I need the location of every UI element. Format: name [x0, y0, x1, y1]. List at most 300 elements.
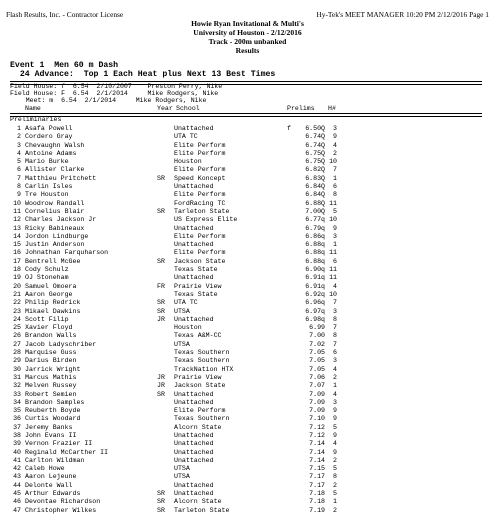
record-line-3: Meet: m 6.54 2/1/2014 Mike Rodgers, Nike	[10, 97, 207, 104]
athlete-school: Unattached	[174, 241, 214, 249]
athlete-name: Johnathan Farquharson	[25, 249, 109, 257]
athlete-school: Unattached	[174, 390, 214, 398]
result-place: 35	[13, 407, 21, 415]
table-row	[0, 125, 495, 133]
athlete-school: Unattached	[174, 398, 214, 406]
table-row	[0, 440, 495, 448]
heat-number: 9	[333, 407, 337, 415]
result-place: 5	[17, 158, 21, 166]
athlete-name: John Evans II	[25, 431, 77, 439]
prelim-time: 7.14	[309, 456, 325, 464]
athlete-name: Reginald McCarther II	[25, 448, 109, 456]
heat-number: 5	[333, 207, 337, 215]
athlete-year: SR	[157, 307, 165, 315]
result-place: 34	[13, 398, 21, 406]
prelim-time: 6.75Q	[305, 149, 325, 157]
athlete-name: Jordon Lindburge	[25, 232, 89, 240]
result-place: 28	[13, 349, 21, 357]
result-place: 8	[17, 183, 21, 191]
table-row	[0, 465, 495, 473]
athlete-name: Aaron George	[25, 290, 73, 298]
prelim-time: 6.50Q	[305, 125, 325, 132]
heat-number: 3	[333, 125, 337, 132]
athlete-school: Unattached	[174, 481, 214, 489]
athlete-school: Prairie View	[174, 282, 222, 290]
result-place: 37	[13, 423, 21, 431]
table-row	[0, 482, 495, 490]
result-place: 16	[13, 249, 21, 257]
table-row	[0, 432, 495, 440]
result-place: 30	[13, 365, 21, 373]
table-row	[0, 457, 495, 465]
athlete-name: Matthieu Pritchett	[25, 174, 97, 182]
table-row	[0, 216, 495, 224]
prelim-time: 7.14	[309, 440, 325, 448]
results-subtitle: Results	[235, 46, 260, 55]
prelim-time: 7.18	[309, 498, 325, 506]
heat-number: 9	[333, 224, 337, 232]
table-row	[0, 266, 495, 274]
athlete-year: SR	[157, 490, 165, 498]
result-place: 40	[13, 448, 21, 456]
prelim-time: 7.05	[309, 365, 325, 373]
prelim-time: 6.86q	[305, 232, 325, 240]
table-row	[0, 150, 495, 158]
result-place: 3	[17, 141, 21, 149]
athlete-name: Allister Clarke	[25, 166, 85, 174]
result-place: 27	[13, 340, 21, 348]
athlete-school: TrackNation HTX	[174, 365, 234, 373]
heat-number: 7	[333, 324, 337, 332]
heat-number: 6	[333, 183, 337, 191]
athlete-name: Marcus Mathis	[25, 373, 77, 381]
athlete-name: Devontae Richardson	[25, 498, 101, 506]
athlete-school: Unattached	[174, 440, 214, 448]
table-row	[0, 399, 495, 407]
athlete-school: Elite Perform	[174, 232, 226, 240]
result-place: 19	[13, 274, 21, 282]
result-place: 17	[13, 257, 21, 265]
heat-number: 3	[333, 398, 337, 406]
athlete-name: Delonte Wall	[25, 481, 73, 489]
athlete-name: Jeremy Banks	[25, 423, 73, 431]
result-place: 38	[13, 431, 21, 439]
result-place: 1	[17, 125, 21, 132]
table-row	[0, 308, 495, 316]
result-place: 31	[13, 373, 21, 381]
athlete-school: Elite Perform	[174, 249, 226, 257]
athlete-name: Marquise Guss	[25, 349, 77, 357]
athlete-year: SR	[157, 207, 165, 215]
heat-number: 8	[333, 473, 337, 481]
column-heat: H#	[328, 105, 336, 112]
athlete-school: Texas Southern	[174, 349, 230, 357]
athlete-school: US Express Elite	[174, 216, 238, 224]
heat-number: 4	[333, 390, 337, 398]
athlete-name: Caleb Howe	[25, 465, 65, 473]
license-text: Flash Results, Inc. - Contractor License	[6, 10, 124, 19]
prelim-time: 7.00	[309, 332, 325, 340]
column-year: Year	[157, 105, 173, 112]
prelim-time: 7.10	[309, 415, 325, 423]
record-line-1: Field House: f 6.54 2/10/2007 Preston Perry, Nike	[10, 83, 223, 90]
heat-number: 9	[333, 133, 337, 141]
table-row	[0, 357, 495, 365]
software-name: Hy-Tek's MEET MANAGER	[316, 10, 405, 19]
table-row	[0, 133, 495, 141]
athlete-school: Unattached	[174, 448, 214, 456]
heat-number: 8	[333, 315, 337, 323]
prelim-time: 6.74Q	[305, 133, 325, 141]
result-place: 4	[17, 149, 21, 157]
athlete-name: Jarrick Wright	[25, 365, 81, 373]
prelim-time: 6.99	[309, 324, 325, 332]
prelim-time: 7.14	[309, 448, 325, 456]
heat-number: 3	[333, 232, 337, 240]
table-row	[0, 366, 495, 374]
athlete-school: Unattached	[174, 274, 214, 282]
table-row	[0, 191, 495, 199]
heat-number: 4	[333, 365, 337, 373]
heat-number: 10	[329, 158, 337, 166]
result-place: 44	[13, 481, 21, 489]
prelim-time: 6.91q	[305, 282, 325, 290]
table-row	[0, 374, 495, 382]
heat-number: 4	[333, 282, 337, 290]
heat-number: 2	[333, 456, 337, 464]
heat-number: 5	[333, 490, 337, 498]
athlete-year: JR	[157, 382, 165, 390]
heat-number: 1	[333, 498, 337, 506]
result-place: 47	[13, 506, 21, 514]
result-place: 24	[13, 315, 21, 323]
athlete-school: Speed Koncept	[174, 174, 226, 182]
table-row	[0, 208, 495, 216]
result-place: 23	[13, 307, 21, 315]
heat-number: 3	[333, 307, 337, 315]
heat-number: 7	[333, 299, 337, 307]
table-row	[0, 449, 495, 457]
prelim-time: 7.02	[309, 340, 325, 348]
result-place: 42	[13, 465, 21, 473]
column-school: School	[176, 105, 200, 112]
table-row	[0, 382, 495, 390]
athlete-name: Curtis Woodard	[25, 415, 81, 423]
result-place: 41	[13, 456, 21, 464]
athlete-school: Elite Perform	[174, 141, 226, 149]
athlete-name: Brandon Walls	[25, 332, 77, 340]
column-prelims: Prelims	[287, 105, 315, 112]
prelim-time: 6.82Q	[305, 166, 325, 174]
heat-number: 10	[329, 290, 337, 298]
prelim-time: 6.74Q	[305, 141, 325, 149]
heat-number: 9	[333, 415, 337, 423]
table-row	[0, 498, 495, 506]
athlete-name: Reuberth Boyde	[25, 407, 81, 415]
heat-number: 2	[333, 506, 337, 514]
heat-number: 1	[333, 174, 337, 182]
prelim-time: 6.77q	[305, 216, 325, 224]
table-row	[0, 507, 495, 515]
result-place: 14	[13, 232, 21, 240]
athlete-name: Cornelius Blair	[25, 207, 85, 215]
table-row	[0, 158, 495, 166]
athlete-name: Tre Houston	[25, 191, 69, 199]
prelim-time: 6.98q	[305, 315, 325, 323]
athlete-school: UTSA	[174, 465, 190, 473]
athlete-name: Carlin Isles	[25, 183, 73, 191]
athlete-year: SR	[157, 257, 165, 265]
heat-number: 2	[333, 149, 337, 157]
athlete-school: Tarleton State	[174, 207, 230, 215]
table-row	[0, 200, 495, 208]
result-place: 29	[13, 357, 21, 365]
athlete-name: Philip Redrick	[25, 299, 81, 307]
heat-number: 1	[333, 382, 337, 390]
athlete-school: UTSA	[174, 473, 190, 481]
table-row	[0, 225, 495, 233]
athlete-school: UTSA	[174, 307, 190, 315]
athlete-name: Chevaughn Walsh	[25, 141, 85, 149]
heat-number: 3	[333, 357, 337, 365]
athlete-school: Texas A&M-CC	[174, 332, 222, 340]
athlete-name: Brandon Samples	[25, 398, 85, 406]
prelim-time: 6.84Q	[305, 183, 325, 191]
athlete-school: Jackson State	[174, 382, 226, 390]
athlete-name: Mario Burke	[25, 158, 69, 166]
table-row	[0, 258, 495, 266]
result-place: 45	[13, 490, 21, 498]
athlete-school: Texas Southern	[174, 357, 230, 365]
athlete-school: Elite Perform	[174, 407, 226, 415]
athlete-name: Cordero Gray	[25, 133, 73, 141]
athlete-year: FR	[157, 282, 165, 290]
result-place: 11	[13, 207, 21, 215]
prelim-time: 6.92q	[305, 290, 325, 298]
prelim-time: 7.05	[309, 349, 325, 357]
result-place: 21	[13, 290, 21, 298]
athlete-name: Charles Jackson Jr	[25, 216, 97, 224]
table-row	[0, 407, 495, 415]
prelim-time: 6.88q	[305, 249, 325, 257]
athlete-name: Asafa Powell	[25, 125, 73, 132]
heat-number: 11	[329, 199, 337, 207]
prelim-time: 7.09	[309, 390, 325, 398]
table-row	[0, 299, 495, 307]
athlete-school: Alcorn State	[174, 423, 222, 431]
result-place: 7	[17, 174, 21, 182]
athlete-name: Ricky Babineaux	[25, 224, 85, 232]
athlete-name: Woodrow Randall	[25, 199, 85, 207]
table-row	[0, 332, 495, 340]
table-row	[0, 274, 495, 282]
result-place: 33	[13, 390, 21, 398]
athlete-name: Justin Anderson	[25, 241, 85, 249]
athlete-name: Bentrell McGee	[25, 257, 81, 265]
athlete-name: Samuel Omoera	[25, 282, 77, 290]
athlete-year: SR	[157, 506, 165, 514]
athlete-school: FordRacing TC	[174, 199, 226, 207]
result-place: 10	[13, 199, 21, 207]
result-place: 32	[13, 382, 21, 390]
table-row	[0, 241, 495, 249]
athlete-school: Jackson State	[174, 257, 226, 265]
athlete-name: Darius Birden	[25, 357, 77, 365]
heat-number: 5	[333, 465, 337, 473]
athlete-name: Robert Semien	[25, 390, 77, 398]
result-place: 18	[13, 266, 21, 274]
athlete-school: Prairie View	[174, 373, 222, 381]
event-advance-rule	[10, 70, 275, 79]
advance-text: 24 Advance: Top 1 Each Heat plus Next 13 Best Times	[19, 70, 276, 79]
result-place: 9	[17, 191, 21, 199]
result-place: 12	[13, 216, 21, 224]
athlete-school: UTA TC	[174, 133, 198, 141]
result-place: 13	[13, 224, 21, 232]
prelim-time: 7.18	[309, 490, 325, 498]
heat-number: 6	[333, 349, 337, 357]
heat-number: 2	[333, 373, 337, 381]
table-row	[0, 424, 495, 432]
heat-number: 7	[333, 166, 337, 174]
heat-number: 7	[333, 340, 337, 348]
athlete-school: Houston	[174, 324, 202, 332]
heat-number: 11	[329, 274, 337, 282]
prelim-time: 6.79q	[305, 224, 325, 232]
prelim-time: 7.00Q	[305, 207, 325, 215]
heat-number: 6	[333, 257, 337, 265]
track-info: Track - 200m unbanked	[208, 37, 287, 46]
heat-number: 8	[333, 191, 337, 199]
athlete-school: Texas State	[174, 290, 218, 298]
table-row	[0, 324, 495, 332]
athlete-school: Unattached	[174, 456, 214, 464]
table-row	[0, 283, 495, 291]
heat-number: 1	[333, 241, 337, 249]
heat-number: 11	[329, 249, 337, 257]
athlete-school: Texas Southern	[174, 415, 230, 423]
table-row	[0, 249, 495, 257]
athlete-school: Unattached	[174, 315, 214, 323]
heat-number: 10	[329, 216, 337, 224]
table-row	[0, 166, 495, 174]
table-row	[0, 490, 495, 498]
heat-number: 2	[333, 481, 337, 489]
athlete-school: Elite Perform	[174, 166, 226, 174]
record-marker: f	[287, 125, 291, 132]
athlete-name: Cody Schulz	[25, 266, 69, 274]
athlete-school: Texas State	[174, 266, 218, 274]
results-table	[0, 125, 495, 515]
prelim-time: 7.12	[309, 431, 325, 439]
prelim-time: 6.88q	[305, 241, 325, 249]
prelim-time: 7.17	[309, 473, 325, 481]
prelim-time: 7.15	[309, 465, 325, 473]
section-label: Preliminaries	[10, 116, 62, 123]
table-row	[0, 391, 495, 399]
table-row	[0, 175, 495, 183]
meet-host: University of Houston - 2/12/2016	[193, 28, 302, 37]
athlete-school: Unattached	[174, 490, 214, 498]
athlete-name: Aaron Lejeune	[25, 473, 77, 481]
athlete-name: Xavier Floyd	[25, 324, 73, 332]
athlete-school: Unattached	[174, 224, 214, 232]
table-row	[0, 473, 495, 481]
athlete-school: Unattached	[174, 125, 214, 132]
athlete-school: Houston	[174, 158, 202, 166]
prelim-time: 6.97q	[305, 307, 325, 315]
athlete-school: Tarleton State	[174, 506, 230, 514]
prelim-time: 6.75Q	[305, 158, 325, 166]
prelim-time: 6.88Q	[305, 199, 325, 207]
prelim-time: 7.09	[309, 398, 325, 406]
result-place: 43	[13, 473, 21, 481]
athlete-name: Vernon Frazier II	[25, 440, 93, 448]
athlete-name: Mikael Dawkins	[25, 307, 81, 315]
heat-number: 4	[333, 440, 337, 448]
heat-number: 8	[333, 332, 337, 340]
prelim-time: 7.07	[309, 382, 325, 390]
print-time: 10:20 PM	[406, 10, 436, 19]
prelim-time: 7.19	[309, 506, 325, 514]
table-row	[0, 349, 495, 357]
print-date: 2/12/2016	[437, 10, 468, 19]
prelim-time: 7.05	[309, 357, 325, 365]
result-place: 22	[13, 299, 21, 307]
result-place: 15	[13, 241, 21, 249]
athlete-name: Melven Russey	[25, 382, 77, 390]
event-title: Event 1 Men 60 m Dash	[10, 61, 119, 70]
athlete-name: OJ Stoneham	[25, 274, 69, 282]
result-place: 26	[13, 332, 21, 340]
heat-number: 4	[333, 141, 337, 149]
athlete-year: SR	[157, 498, 165, 506]
athlete-year: JR	[157, 373, 165, 381]
athlete-year: JR	[157, 315, 165, 323]
athlete-name: Christopher Wilkes	[25, 506, 97, 514]
record-line-2: Field House: F 6.54 2/1/2014 Mike Rodgers, Nike	[10, 90, 219, 97]
column-name: Name	[25, 105, 41, 112]
heat-number: 9	[333, 431, 337, 439]
athlete-year: SR	[157, 299, 165, 307]
prelim-time: 7.12	[309, 423, 325, 431]
table-row	[0, 142, 495, 150]
table-row	[0, 341, 495, 349]
athlete-name: Scott Filip	[25, 315, 69, 323]
prelim-time: 6.96q	[305, 299, 325, 307]
table-row	[0, 291, 495, 299]
athlete-year: SR	[157, 390, 165, 398]
table-row	[0, 233, 495, 241]
result-place: 2	[17, 133, 21, 141]
prelim-time: 7.17	[309, 481, 325, 489]
table-row	[0, 183, 495, 191]
divider-header	[10, 113, 482, 117]
athlete-name: Antoine Adams	[25, 149, 77, 157]
table-row	[0, 415, 495, 423]
athlete-name: Jacob Ladyschriber	[25, 340, 97, 348]
heat-number: 11	[329, 266, 337, 274]
page-number: Page 1	[469, 10, 489, 19]
heat-number: 9	[333, 448, 337, 456]
prelim-time: 6.84Q	[305, 191, 325, 199]
athlete-school: Elite Perform	[174, 191, 226, 199]
prelim-time: 6.91q	[305, 274, 325, 282]
prelim-time: 6.83Q	[305, 174, 325, 182]
athlete-school: Unattached	[174, 183, 214, 191]
heat-number: 5	[333, 423, 337, 431]
athlete-school: Alcorn State	[174, 498, 222, 506]
